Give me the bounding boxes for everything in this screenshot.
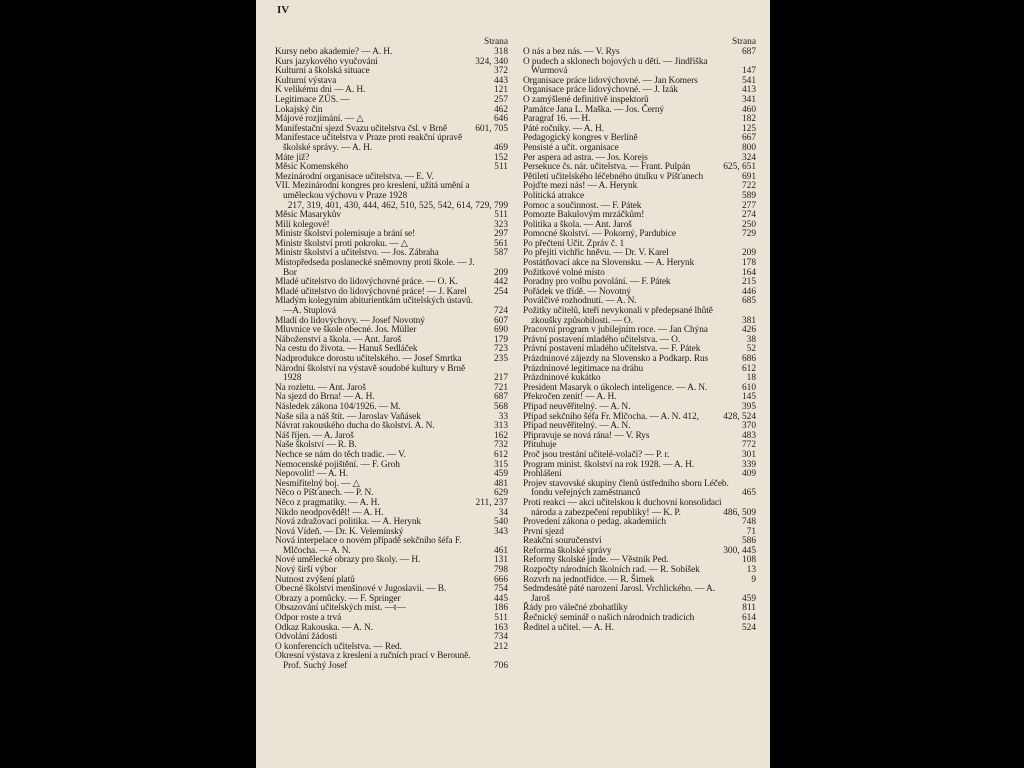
entry-title: Pensisté a učit. organisace <box>523 142 619 153</box>
entry-title: Nová zdražovací politika. — A. Herynk <box>275 517 421 528</box>
entry-title: Poválčivé rozhodnutí. — A. N. <box>523 296 637 307</box>
entry-page-numbers: 323 <box>493 219 508 230</box>
entry-title: Pořádek ve třídě. — Novotný <box>523 286 631 297</box>
entry-title: Manifestace učitelstva v Praze proti reakční úpravě školské správy. — A. H. <box>275 133 463 153</box>
index-entry <box>523 585 756 604</box>
entry-title: Naše školství — R. B. <box>275 440 357 451</box>
entry-page-numbers: 71 <box>746 526 756 537</box>
entry-title: Prázdninové legitimace na dráhu <box>523 363 644 374</box>
entry-title: Pojďte mezi nás! — A. Herynk <box>523 181 638 192</box>
entry-page-numbers: 178 <box>741 258 756 269</box>
entry-title: Požitkové volné místo <box>523 267 605 278</box>
entry-page-numbers: 486, 509 <box>723 507 756 518</box>
entry-title: Ředitel a učitel. — A. H. <box>523 622 614 633</box>
entry-page-numbers: 800 <box>741 142 756 153</box>
entry-page-numbers: 469 <box>493 142 508 153</box>
entry-title: Per aspera ad astra. — Jos. Korejs <box>523 152 648 163</box>
index-entry <box>275 537 508 556</box>
entry-page-numbers: 511 <box>494 613 508 624</box>
entry-page-numbers: 610 <box>741 382 756 393</box>
left-column-header: Strana <box>484 37 508 47</box>
entry-page-numbers: 211, 237 <box>475 497 508 508</box>
entry-title: Obecné školství menšinové v Jugoslavii. — B. <box>275 584 447 595</box>
entry-title: Kulturní výstava <box>275 75 337 86</box>
index-entry <box>275 365 508 384</box>
entry-page-numbers: 706 <box>493 661 508 671</box>
entry-title: Májové rozjímání. — △ <box>275 114 364 125</box>
entry-page-numbers: 315 <box>493 459 508 470</box>
entry-title: Pomozte Bakulovým mrzáčkům! <box>523 210 645 221</box>
entry-page-numbers: 772 <box>741 440 756 451</box>
entry-page-numbers: 465 <box>741 488 756 499</box>
entry-page-numbers: 343 <box>493 526 508 537</box>
entry-page-numbers: 723 <box>493 344 508 355</box>
entry-page-numbers: 324, 340 <box>475 56 508 67</box>
index-entry: Rozvrh na jednotřídce. — R. Šimek 9 <box>523 574 756 585</box>
entry-page-numbers: 33 <box>498 411 508 422</box>
entry-page-numbers: 685 <box>741 296 756 307</box>
entry-page-numbers: 732 <box>493 440 508 451</box>
entry-title: O konferencích učitelstva. — Red. <box>275 641 402 652</box>
entry-title: Na sjezd do Brna! — A. H. <box>275 392 375 403</box>
entry-page-numbers: 614 <box>741 613 756 624</box>
entry-title: Naše síla a náš štít. — Jaroslav Vaňásek <box>275 411 421 422</box>
entry-title: Mladí do lidovýchovy. — Josef Novotný <box>275 315 425 326</box>
entry-page-numbers: 446 <box>741 286 756 297</box>
entry-page-numbers: 163 <box>493 622 508 633</box>
entry-page-numbers: 459 <box>741 593 756 604</box>
entry-title: Právní postavení mladého učitelstva. — F. Pátek <box>523 344 701 355</box>
entry-title: Překročen zenit! — A. H. <box>523 392 617 403</box>
entry-title: Odkaz Rakouska. — A. N. <box>275 622 373 633</box>
entry-title: Náboženství a škola. — Ant. Jaroš <box>275 334 402 345</box>
entry-page-numbers: 301 <box>741 449 756 460</box>
entry-page-numbers: 426 <box>741 325 756 336</box>
entry-title: Obsazování učitelských míst. —t— <box>275 603 406 614</box>
entry-title: Rozvrh na jednotřídce. — R. Šimek <box>523 574 655 585</box>
entry-page-numbers: 511 <box>494 210 508 221</box>
entry-page-numbers: 324 <box>741 152 756 163</box>
entry-page-numbers: 38 <box>746 334 756 345</box>
index-entry <box>523 58 756 77</box>
entry-title: Prázdninové kukátko <box>523 373 601 384</box>
entry-page-numbers: 145 <box>741 392 756 403</box>
entry-page-numbers: 121 <box>493 85 508 96</box>
entry-title: Nemocenské pojištění. — F. Groh <box>275 459 400 470</box>
entry-title: Kursy nebo akademie? — A. H. <box>275 47 393 57</box>
entry-title: Právní postavení mladého učitelstva. — O. <box>523 334 681 345</box>
entry-page-numbers: 209 <box>741 248 756 259</box>
entry-title: Mezinárodní organisace učitelstva. — E. V. <box>275 171 434 182</box>
entry-page-numbers: 722 <box>741 181 756 192</box>
entry-page-numbers: 721 <box>493 382 508 393</box>
entry-page-numbers: 152 <box>493 152 508 163</box>
entry-title: Provedení zákona o pedag. akademiích <box>523 517 666 528</box>
entry-title: Nový širší výbor <box>275 565 337 576</box>
entry-title: Politika a škola. — Ant. Jaroš <box>523 219 632 230</box>
index-entry <box>275 182 508 211</box>
entry-page-numbers: 587 <box>493 248 508 259</box>
entry-title: Mladým kolegyním abiturientkám učitelských ústavů. —A. Stuplová <box>275 296 473 317</box>
entry-page-numbers: 445 <box>493 593 508 604</box>
entry-page-numbers: 254 <box>493 286 508 297</box>
entry-page-numbers: 34 <box>498 507 508 518</box>
entry-title: Projev stavovské skupiny členů ústředního sboru Léčeb. fondu veřejných zaměstnanců <box>523 478 729 499</box>
entry-page-numbers: 541 <box>741 75 756 86</box>
entry-title: Odvolání žádosti <box>275 632 338 643</box>
entry-page-numbers: 540 <box>493 517 508 528</box>
entry-title: Ministr školství a učitelstvo. — Jos. Zábraha <box>275 248 439 259</box>
entry-page-numbers: 667 <box>741 133 756 144</box>
entry-title: Pracovní program v jubilejním roce. — Jan Chýna <box>523 325 708 336</box>
entry-page-numbers: 629 <box>493 488 508 499</box>
entry-page-numbers: 724 <box>493 306 508 317</box>
entry-page-numbers: 13 <box>746 565 756 576</box>
entry-page-numbers: 274 <box>741 210 756 221</box>
index-entry <box>523 307 756 326</box>
entry-page-numbers: 734 <box>493 632 508 643</box>
entry-page-numbers: 179 <box>493 334 508 345</box>
entry-page-numbers: 162 <box>493 430 508 441</box>
entry-title: Ministr školství proti pokroku. — △ <box>275 238 408 249</box>
entry-title: Legitimace ZÚS. — <box>275 94 350 105</box>
entry-title: Proti reakci — akci učitelskou k duchovní konsolidaci národa a zabezpečení republiky! — K. P. <box>523 497 722 518</box>
entry-title: Máte již? <box>275 152 310 163</box>
entry-page-numbers: 381 <box>741 315 756 326</box>
entry-title: Páté ročníky. — A. H. <box>523 123 604 134</box>
entry-title: Mladé učitelstvo do lidovýchovné práce. — O. K. <box>275 277 458 288</box>
entry-page-numbers: 798 <box>493 565 508 576</box>
entry-page-numbers: 462 <box>493 104 508 115</box>
entry-title: Kulturní a školská situace <box>275 66 370 77</box>
entry-title: Návrat rakouského ducha do školství. A. N. <box>275 421 435 432</box>
entry-page-numbers: 690 <box>493 325 508 336</box>
entry-page-numbers: 277 <box>741 200 756 211</box>
entry-title: Paragraf 16. — H. <box>523 114 591 125</box>
entry-title: Připravuje se nová rána! — V. Rys <box>523 430 650 441</box>
entry-page-numbers: 687 <box>741 47 756 57</box>
entry-page-numbers: 318 <box>493 47 508 57</box>
entry-page-numbers: 686 <box>741 354 756 364</box>
entry-page-numbers: 607 <box>493 315 508 326</box>
entry-page-numbers: 182 <box>741 114 756 125</box>
entry-title: Měsíc Komenského <box>275 162 349 173</box>
entry-page-numbers: 131 <box>493 555 508 566</box>
entry-title: Pedagogický kongres v Berlíně <box>523 133 638 144</box>
entry-page-numbers: 459 <box>493 469 508 480</box>
entry-page-numbers: 235 <box>493 354 508 364</box>
entry-title: Řečnický seminář o našich národních tradicích <box>523 613 695 624</box>
entry-page-numbers: 443 <box>493 75 508 86</box>
left-column <box>275 38 508 672</box>
entry-page-numbers: 666 <box>493 574 508 585</box>
entry-page-numbers: 409 <box>741 469 756 480</box>
entry-page-numbers: 612 <box>493 449 508 460</box>
entry-title: Náš říjen. — A. Jaroš <box>275 430 354 441</box>
entry-page-numbers: 461 <box>493 545 508 556</box>
entry-page-numbers: 108 <box>741 555 756 566</box>
entry-title: Požitky učitelů, kteří nevykonali v předepsané lhůtě zkoušky způsobilosti. — O. <box>523 306 713 326</box>
entry-page-numbers: 217 <box>493 373 508 384</box>
entry-title: Následek zákona 104/1926. — M. <box>275 401 401 412</box>
page-number: IV <box>277 4 290 16</box>
entry-title: Nikdo neodpověděl! — A. H. <box>275 507 384 518</box>
entry-title: Mluvnice ve škole obecné. Jos. Müller <box>275 325 417 336</box>
entry-title: Postátňovací akce na Slovensku. — A. Herynk <box>523 258 695 269</box>
entry-page-numbers: 589 <box>741 190 756 201</box>
entry-page-numbers: 250 <box>741 219 756 230</box>
entry-page-numbers: 460 <box>741 104 756 115</box>
entry-title: O zamýšlené definitivě inspektorů <box>523 94 649 105</box>
entry-title: O pudech a sklonech bojových u dětí. — Jindřiška Wurmová <box>523 56 708 77</box>
entry-title: Nadprodukce dorostu učitelského. — Josef Smrtka <box>275 354 462 364</box>
entry-title: Program minist. školství na rok 1928. — A. H. <box>523 459 695 470</box>
entry-page-numbers: 164 <box>741 267 756 278</box>
entry-title: Řády pro válečné zbohatlíky <box>523 603 628 614</box>
entry-title: Národní školství na výstavě soudobé kultury v Brně 1928 <box>275 363 466 384</box>
entry-page-numbers: 625, 651 <box>723 162 756 173</box>
entry-page-numbers: 811 <box>742 603 756 614</box>
entry-title: Nové umělecké obrazy pro školy. — H. <box>275 555 421 566</box>
entry-page-numbers: 646 <box>493 114 508 125</box>
entry-title: Památce Jana L. Maška. — Jos. Černý <box>523 104 664 115</box>
entry-page-numbers: 257 <box>493 94 508 105</box>
entry-title: Sedmdesáté páté narození Jarosl. Vrchlického. — A. Jaroš <box>523 584 715 604</box>
entry-title: Proč jsou trestání učitelé-volači? — P. r. <box>523 449 670 460</box>
index-page <box>256 0 770 768</box>
index-entry <box>275 134 508 153</box>
entry-page-numbers: 561 <box>493 238 508 249</box>
entry-page-numbers: 147 <box>741 66 756 77</box>
entry-page-numbers: 18 <box>746 373 756 384</box>
entry-page-numbers: 612 <box>741 363 756 374</box>
entry-page-numbers: 691 <box>741 171 756 182</box>
entry-title: Případ sekčního šéfa Fr. Mlčocha. — A. N. 412, <box>523 411 699 422</box>
entry-title: Poradny pro volbu povolání. — F. Pátek <box>523 277 671 288</box>
index-entry <box>523 480 756 499</box>
entry-title: Prohlášení <box>523 469 562 480</box>
index-entry <box>275 652 508 671</box>
entry-page-numbers: 483 <box>741 430 756 441</box>
entry-title: Kurs jazykového vyučování <box>275 56 378 67</box>
entry-title: Na cestu do života. — Hanuš Sedláček <box>275 344 418 355</box>
entry-page-numbers: 568 <box>493 401 508 412</box>
entry-title: Organisace práce lidovýchovné. — Jan Komers <box>523 75 698 86</box>
left-entries-list <box>275 48 508 672</box>
entry-page-numbers: 212 <box>493 641 508 652</box>
entry-title: O nás a bez nás. — V. Rys <box>523 47 620 57</box>
entry-page-numbers: 428, 524 <box>723 411 756 422</box>
entry-title: Politická atrakce <box>523 190 585 201</box>
entry-title: Prázdninové zájezdy na Slovensko a Podkarp. Rus <box>523 354 709 364</box>
index-entry <box>523 499 756 518</box>
entry-title: Manifestační sjezd Svazu učitelstva čsl. v Brně <box>275 123 448 134</box>
entry-page-numbers: 300, 445 <box>723 545 756 556</box>
entry-page-numbers: 209 <box>493 267 508 278</box>
entry-title: Organisace práce lidovýchovné. — J. Izák <box>523 85 678 96</box>
entry-title: Nová Vídeň. — Dr. K. Velemínský <box>275 526 404 537</box>
entry-title: Pomoc a součinnost. — F. Pátek <box>523 200 642 211</box>
index-entry <box>523 624 756 634</box>
entry-title: Odpor roste a trvá <box>275 613 342 624</box>
entry-page-numbers: 481 <box>493 478 508 489</box>
entry-page-numbers: 339 <box>741 459 756 470</box>
entry-page-numbers: 125 <box>741 123 756 134</box>
entry-title: Mladé učitelstvo do lidovýchovné práce! — J. Karel <box>275 286 467 297</box>
entry-title: President Masaryk o úkolech inteligence. — A. N. <box>523 382 708 393</box>
entry-page-numbers: 372 <box>493 66 508 77</box>
entry-title: Pětiletí učitelského léčebného útulku v Píšťanech <box>523 171 704 182</box>
entry-title: Reforma školské správy <box>523 545 612 556</box>
entry-page-numbers: 313 <box>493 421 508 432</box>
entry-title: Obrazy a pomůcky. — F. Springer <box>275 593 401 604</box>
entry-title: Po přejití vichřic hněvu. — Dr. V. Karel <box>523 248 669 259</box>
entry-title: Persekuce čs. nár. učitelstva. — Frant. Pulpán <box>523 162 691 173</box>
entry-title: Nesmiřitelný boj. — △ <box>275 478 360 489</box>
entry-title: První sjezd <box>523 526 564 537</box>
entry-page-numbers: 511 <box>494 162 508 173</box>
entry-title: K velikému dni — A. H. <box>275 85 366 96</box>
entry-title: Nepovolit! — A. H. <box>275 469 348 480</box>
entry-page-numbers: 748 <box>741 517 756 528</box>
entry-title: Nechce se nám do těch tradic. — V. <box>275 449 406 460</box>
entry-page-numbers: 297 <box>493 229 508 240</box>
entry-title: Něco z pragmatiky. — A. H. <box>275 497 380 508</box>
entry-title: Rozpočty národních školních rad. — R. Sobíšek <box>523 565 700 576</box>
index-entry <box>275 297 508 316</box>
entry-page-numbers: 601, 705 <box>475 123 508 134</box>
entry-title: Po přečtení Učit. Zpráv č. 1 <box>523 238 625 249</box>
entry-page-numbers: 186 <box>493 603 508 614</box>
entry-title: Případ neuvěřitelný. — A. N. <box>523 401 631 412</box>
entry-title: Nutnost zvýšení platů <box>275 574 355 585</box>
entry-title: Reakční souručenství <box>523 536 602 547</box>
entry-page-numbers: 754 <box>493 584 508 595</box>
entry-page-numbers: 370 <box>741 421 756 432</box>
entry-page-numbers: 442 <box>493 277 508 288</box>
entry-title: Místopředseda poslanecké sněmovny proti škole. — J. Bor <box>275 258 475 278</box>
entry-title: Přituhuje <box>523 440 557 451</box>
entry-title: Nová interpelace o novém případě sekčního šéfa F. Mlčocha. — A. N. <box>275 536 462 556</box>
index-entry <box>523 432 756 442</box>
entry-page-numbers: 687 <box>493 392 508 403</box>
right-column <box>523 38 756 633</box>
right-entries-list <box>523 48 756 633</box>
right-column-header: Strana <box>732 37 756 47</box>
entry-title: Měsíc Masarykův <box>275 210 341 221</box>
entry-title: Milí kolegové! <box>275 219 330 230</box>
entry-title: Něco o Píšťanech. — P. N. <box>275 488 374 499</box>
entry-title: Okresní výstava z kreslení a ručních prací v Berouně. Prof. Suchý Josef <box>275 651 471 671</box>
index-entry <box>275 259 508 278</box>
entry-page-numbers: 395 <box>741 401 756 412</box>
entry-page-numbers: 729 <box>741 229 756 240</box>
entry-page-numbers: 217, 319, 401, 430, 444, 462, 510, 525, 542, 614, 729, 799 <box>287 200 508 211</box>
entry-page-numbers: 413 <box>741 85 756 96</box>
entry-title: Pomocné školství. — Pokorný, Pardubice <box>523 229 676 240</box>
entry-title: Lokajský čin <box>275 104 323 115</box>
entry-page-numbers: 52 <box>746 344 756 355</box>
entry-title: Reformy školské jinde. — Věstník Ped. <box>523 555 669 566</box>
entry-title: Ministr školství polemisuje a brání se! <box>275 229 416 240</box>
entry-page-numbers: 586 <box>741 536 756 547</box>
entry-title: Případ neuvěřitelný. — A. N. <box>523 421 631 432</box>
entry-page-numbers: 341 <box>741 94 756 105</box>
entry-title: VII. Mezinárodní kongres pro kreslení, užitá umění a uměleckou výchovu v Praze 1928 <box>275 181 470 201</box>
entry-page-numbers: 215 <box>741 277 756 288</box>
entry-page-numbers: 524 <box>741 622 756 633</box>
entry-title: Na rozletu. — Ant. Jaroš <box>275 382 366 393</box>
